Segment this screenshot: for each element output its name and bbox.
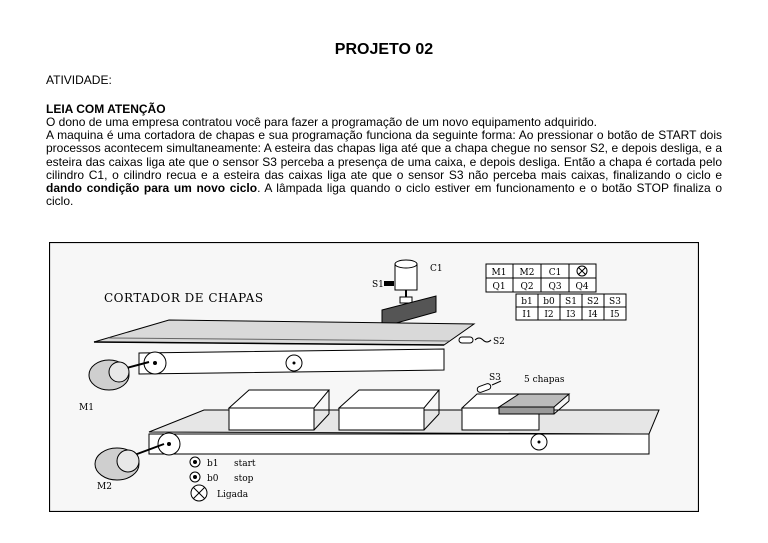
description-paragraph-1: O dono de uma empresa contratou você para fazer a programação de um novo equipamento adquirido. [46,115,598,129]
in-header-s1: S1 [565,297,577,307]
description-text [46,116,722,208]
paragraph-2-bold: dando condição para um novo ciclo [46,181,258,196]
activity-label: ATIVIDADE: [46,73,112,87]
in-value-i2: I2 [544,310,554,320]
out-value-q1: Q1 [492,282,506,292]
outputs-table [486,264,596,292]
in-header-s3: S3 [609,297,621,307]
inputs-table [516,294,626,320]
read-heading: LEIA COM ATENÇÃO [46,102,166,116]
out-header-m2: M2 [519,268,535,278]
in-value-i1: I1 [522,310,532,320]
in-header-b0: b0 [543,297,555,307]
label-s1: S1 [372,280,384,290]
paragraph-2-end: . A lâmpada liga quando o ciclo estiver em funcionamento e o botão STOP finaliza o ciclo. [46,181,722,209]
out-value-q2: Q2 [520,282,534,292]
in-header-s2: S2 [587,297,599,307]
legend-b0-action: stop [234,474,254,484]
label-c1: C1 [430,264,443,274]
box-1 [229,390,329,430]
page-title: PROJETO 02 [334,41,434,58]
in-value-i5: I5 [610,310,620,320]
box-2 [339,390,439,430]
in-header-b1: b1 [521,297,533,307]
description-paragraph-2 [46,129,722,208]
label-m2: M2 [97,482,112,492]
legend-b0-label: b0 [207,474,219,484]
out-header-m1: M1 [491,268,507,278]
in-value-i3: I3 [566,310,576,320]
legend-b1-label: b1 [207,459,219,469]
out-header-c1: C1 [548,268,562,278]
out-value-q3: Q3 [548,282,562,292]
paragraph-2-main: A maquina é uma cortadora de chapas e sua programação funciona da seguinte forma: Ao pressionar o botão de START dois processos acontecem simultaneamente: A esteira das chapas liga até que a chapa chegue no sensor S2, e depois desliga, e a esteira das caixas liga ate que o sensor S3 perceba a presença de uma caixa, e depois desliga. Então a chapa é cortada pelo cilindro C1, o cilindro recua e a esteira das caixas liga ate que o sensor S3 não perceba mais caixas, finalizando o ciclo e [46,128,722,182]
label-s3: S3 [489,373,501,383]
diagram-caption: CORTADOR DE CHAPAS [104,291,264,305]
out-value-q4: Q4 [575,282,589,292]
lamp-icon [191,485,207,501]
sensor-s1 [384,281,394,286]
in-value-i4: I4 [588,310,598,320]
label-chapas: 5 chapas [524,375,565,385]
label-m1: M1 [79,403,94,413]
legend-lamp-label: Ligada [217,490,249,500]
legend-b1-action: start [234,459,256,469]
label-s2: S2 [493,337,505,347]
machine-diagram [49,242,699,512]
